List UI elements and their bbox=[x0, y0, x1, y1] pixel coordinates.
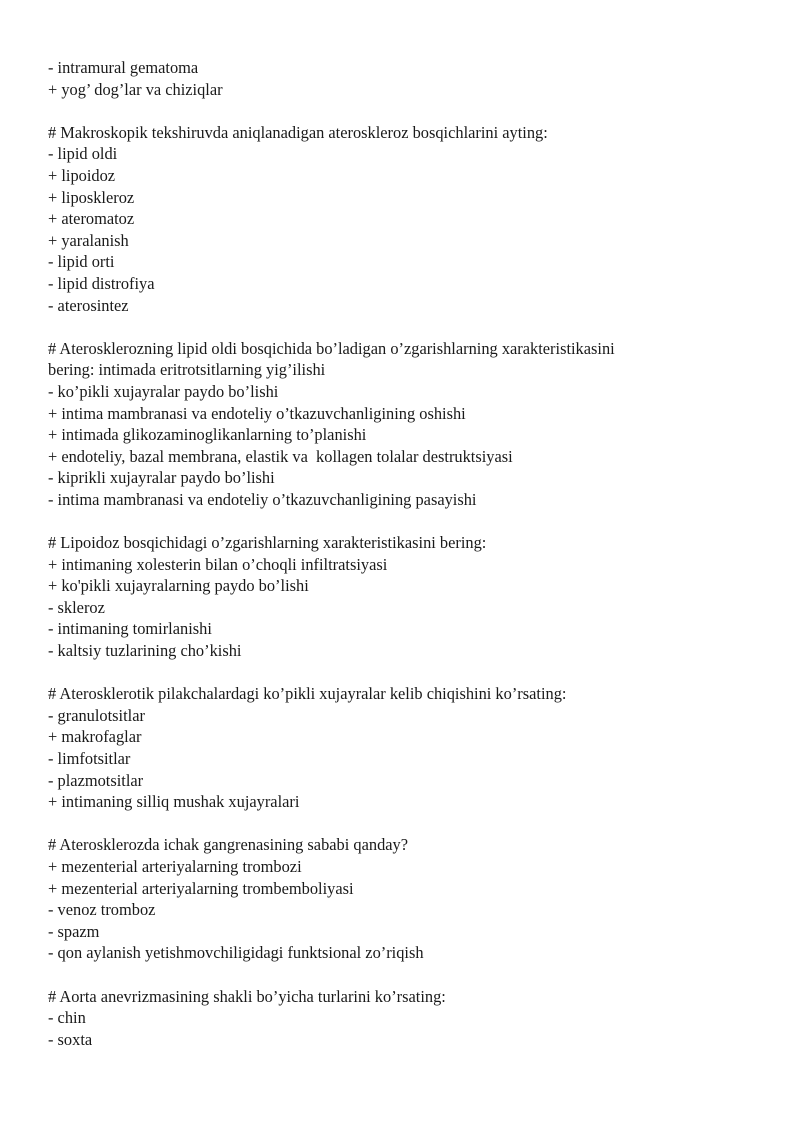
correct-answer-line: + makrofaglar bbox=[48, 727, 142, 747]
wrong-answer-line: - ko’pikli xujayralar paydo bo’lishi bbox=[48, 381, 279, 401]
correct-answer-line: + intimaning silliq mushak xujayralari bbox=[48, 792, 300, 812]
wrong-answer-line: - intima mambranasi va endoteliy o’tkazuvchanligining pasayishi bbox=[48, 489, 477, 509]
question-line: # Aorta anevrizmasining shakli bo’yicha turlarini ko’rsating: bbox=[48, 986, 446, 1006]
blank-line bbox=[48, 964, 778, 986]
correct-answer-line: + mezenterial arteriyalarning trombozi bbox=[48, 856, 302, 876]
correct-answer-line: + ateromatoz bbox=[48, 209, 135, 229]
wrong-answer-line: - skleroz bbox=[48, 597, 105, 617]
correct-answer-line: + intimada glikozaminoglikanlarning to’planishi bbox=[48, 425, 367, 445]
wrong-answer-line: - kaltsiy tuzlarining cho’kishi bbox=[48, 641, 242, 661]
blank-line bbox=[48, 100, 778, 122]
wrong-answer-line: - limfotsitlar bbox=[48, 749, 131, 768]
wrong-answer-line: - kiprikli xujayralar paydo bo’lishi bbox=[48, 468, 275, 488]
wrong-answer-line: - aterosintez bbox=[48, 295, 129, 315]
correct-answer-line: + endoteliy, bazal membrana, elastik va kollagen tolalar destruktsiyasi bbox=[48, 446, 513, 466]
question-line: # Aterosklerotik pilakchalardagi ko’pikli xujayralar kelib chiqishini ko’rsating: bbox=[48, 684, 567, 704]
wrong-answer-line: - chin bbox=[48, 1008, 86, 1028]
blank-line bbox=[48, 510, 778, 532]
correct-answer-line: + yog’ dog’lar va chiziqlar bbox=[48, 79, 223, 99]
wrong-answer-line: - granulotsitlar bbox=[48, 705, 145, 725]
wrong-answer-line: - spazm bbox=[48, 921, 100, 941]
question-line: # Aterosklerozda ichak gangrenasining sababi qanday? bbox=[48, 835, 409, 855]
correct-answer-line: + liposkleroz bbox=[48, 187, 135, 207]
wrong-answer-line: - qon aylanish yetishmovchiligidagi funktsional zo’riqish bbox=[48, 943, 424, 963]
correct-answer-line: + lipoidoz bbox=[48, 165, 116, 185]
question-line: # Makroskopik tekshiruvda aniqlanadigan ateroskleroz bosqichlarini ayting: bbox=[48, 122, 548, 142]
wrong-answer-line: - intimaning tomirlanishi bbox=[48, 619, 212, 639]
blank-line bbox=[48, 316, 778, 338]
wrong-answer-line: - soxta bbox=[48, 1029, 93, 1049]
wrong-answer-line: - venoz tromboz bbox=[48, 900, 156, 920]
correct-answer-line: + mezenterial arteriyalarning trombemboliyasi bbox=[48, 878, 354, 898]
wrong-answer-line: - intramural gematoma bbox=[48, 58, 199, 77]
correct-answer-line: + intima mambranasi va endoteliy o’tkazuvchanligining oshishi bbox=[48, 403, 466, 423]
text-line: bering: intimada eritrotsitlarning yig’ilishi bbox=[48, 360, 326, 380]
blank-line bbox=[48, 662, 778, 684]
question-line: # Aterosklerozning lipid oldi bosqichida bo’ladigan o’zgarishlarning xarakteristikasini bbox=[48, 338, 615, 358]
wrong-answer-line: - lipid distrofiya bbox=[48, 273, 155, 293]
wrong-answer-line: - plazmotsitlar bbox=[48, 770, 144, 790]
wrong-answer-line: - lipid oldi bbox=[48, 144, 118, 164]
blank-line bbox=[48, 813, 778, 835]
correct-answer-line: + ko'pikli xujayralarning paydo bo’lishi bbox=[48, 576, 309, 596]
correct-answer-line: + intimaning xolesterin bilan o’choqli infiltratsiyasi bbox=[48, 554, 388, 574]
wrong-answer-line: - lipid orti bbox=[48, 252, 115, 272]
question-line: # Lipoidoz bosqichidagi o’zgarishlarning xarakteristikasini bering: bbox=[48, 533, 487, 553]
correct-answer-line: + yaralanish bbox=[48, 230, 129, 250]
document-page bbox=[48, 57, 778, 1050]
